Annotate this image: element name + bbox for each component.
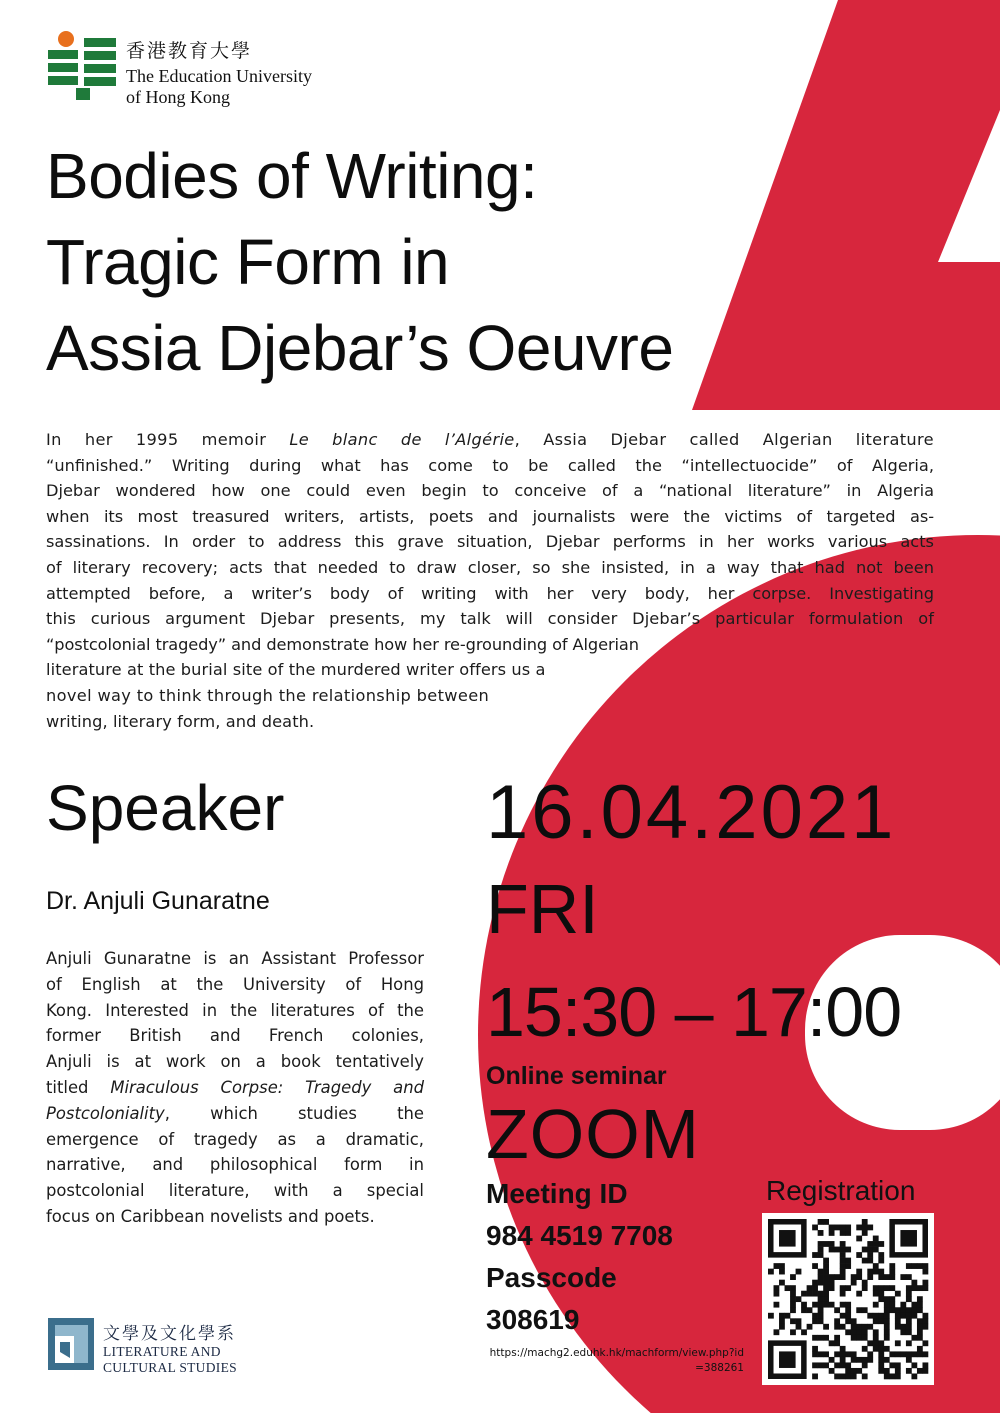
department-logo [46,1316,266,1376]
speaker-heading: Speaker [46,772,285,844]
department-chinese-name: 文學及文化學系 [103,1324,236,1344]
registration-url[interactable]: https://machg2.eduhk.hk/machform/view.php?id=388261 [489,1347,744,1374]
department-english-line1: LITERATURE AND [103,1344,221,1359]
event-platform: ZOOM [486,1095,700,1173]
bio-line: focus on Caribbean novelists and poets. [46,1206,375,1226]
event-day: FRI [486,870,599,948]
abstract-line: In her 1995 memoir Le blanc de l’Algérie, Assia Djebar called Algerian literature [46,430,934,449]
event-mode: Online seminar [486,1062,667,1090]
title-line-1: Bodies of Writing: [46,140,538,212]
eduhk-logo-icon [46,30,118,102]
bio-line: narrative, and philosophical form in [46,1155,424,1175]
abstract-line: “postcolonial tragedy” and demonstrate how her re-grounding of Algerian [46,634,639,654]
lcs-logo-icon [46,1316,96,1372]
abstract-line: sassinations. In order to address this grave situation, Djebar performs in her works various acts [46,532,934,552]
abstract [46,427,934,734]
abstract-line: writing, literary form, and death. [46,711,315,731]
bio-line: postcolonial literature, with a special [46,1181,424,1201]
meeting-id-label: Meeting ID [486,1178,628,1209]
abstract-line: literature at the burial site of the murdered writer offers us a [46,660,546,680]
abstract-line: Djebar wondered how one could even begin to conceive of a “national literature” in Algeria [46,481,934,501]
abstract-line: of literary recovery; acts that needed to draw closer, so she insisted, in a way that had not been [46,557,934,577]
book-title: Le blanc de l’Algérie [289,430,515,449]
passcode-value: 308619 [486,1304,580,1335]
bio-line: Kong. Interested in the literatures of the [46,1000,424,1020]
department-english-line2: CULTURAL STUDIES [103,1360,237,1375]
event-time: 15:30 – 17:00 [486,973,902,1051]
bio-line: Postcoloniality, which studies the [46,1103,424,1123]
meeting-id-value: 984 4519 7708 [486,1220,673,1251]
registration-label: Registration [766,1175,916,1206]
abstract-line: when its most treasured writers, artists, poets and journalists were the victims of targeted as- [46,506,934,526]
bio-line: emergence of tragedy as a dramatic, [46,1129,424,1149]
title-line-2: Tragic Form in [46,226,450,298]
registration-qr[interactable] [762,1213,934,1385]
abstract-line: this curious argument Djebar presents, my talk will consider Djebar’s particular formulation of [46,609,934,629]
event-date: 16.04.2021 [486,770,897,855]
logo-english-line2: of Hong Kong [126,87,230,107]
abstract-line: attempted before, a writer’s body of writing with her very body, her corpse. Investigating [46,583,934,603]
talk-title [46,133,866,391]
qr-code-icon[interactable] [762,1213,934,1385]
logo-chinese-name: 香港教育大學 [126,40,253,62]
speaker-name: Dr. Anjuli Gunaratne [46,887,270,915]
book-title: Miraculous Corpse: Tragedy and [110,1077,424,1097]
abstract-line: novel way to think through the relationship between [46,685,490,705]
logo-english-line1: The Education University [126,66,312,86]
bio-line: Anjuli is at work on a book tentatively [46,1052,424,1072]
passcode-label: Passcode [486,1262,617,1293]
book-title: Postcoloniality [46,1103,165,1123]
bio-line: of English at the University of Hong [46,974,424,994]
title-line-3: Assia Djebar’s Oeuvre [46,312,674,384]
bio-line: former British and French colonies, [46,1026,424,1046]
bio-line: titled Miraculous Corpse: Tragedy and [46,1077,424,1097]
bio-line: Anjuli Gunaratne is an Assistant Professor [46,949,424,968]
university-logo [46,30,346,110]
abstract-line: “unfinished.” Writing during what has come to be called the “intellectuocide” of Algeria, [46,455,934,475]
speaker-bio [46,946,424,1230]
